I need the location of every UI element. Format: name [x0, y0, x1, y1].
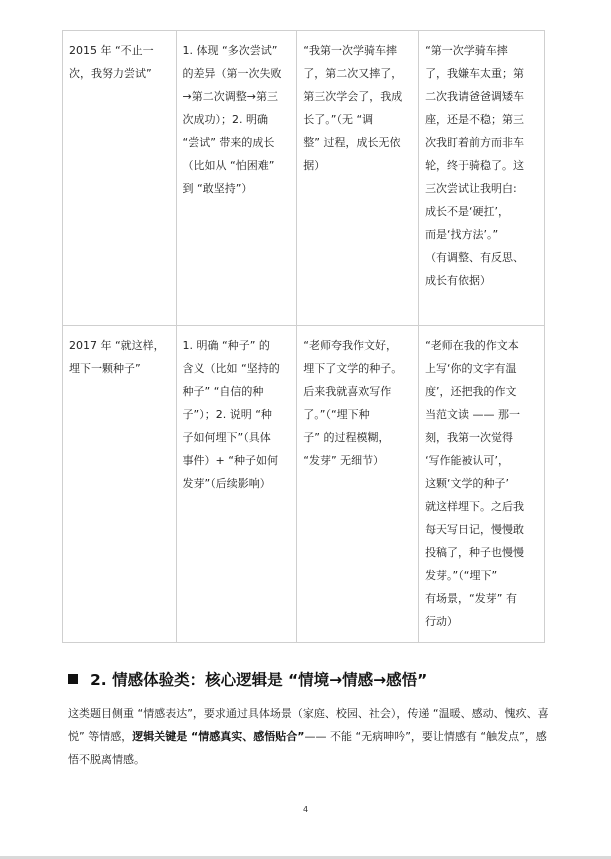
cell-line: 事件）+ “种子如何	[182, 454, 278, 467]
cell-line: 埋下了文学的种子。	[303, 362, 403, 375]
cell-line: 到 “敢坚持”）	[182, 182, 253, 195]
cell-line: 整” 过程，成长无依	[303, 136, 401, 149]
cell-line: 发芽”（后续影响）	[182, 477, 271, 490]
cell-line: 子” 的过程模糊，	[303, 431, 390, 444]
cell-line: 1. 明确 “种子” 的	[182, 339, 270, 352]
cell-line: 2017 年 “就这样，	[69, 339, 165, 352]
paragraph-bold-text: 逻辑关键是 “情感真实、感悟贴合”	[132, 730, 305, 743]
cell-line: 了，第二次又摔了，	[303, 67, 403, 80]
cell-line: 发芽。”（“埋下”	[425, 569, 498, 582]
cell-line: 第三次学会了，我成	[303, 90, 403, 103]
table-cell-analysis	[176, 326, 297, 643]
cell-line: 轮，终于骑稳了。这	[425, 159, 525, 172]
cell-line: 次我盯着前方而非车	[425, 136, 525, 149]
cell-line: 行动）	[425, 615, 459, 628]
cell-line: 含义（比如 “坚持的	[182, 362, 280, 375]
cell-line: 这颗‘文学的种子’	[425, 477, 510, 490]
cell-line: “老师在我的作文本	[425, 339, 519, 352]
cell-line: 了，我嫌车太重；第	[425, 67, 525, 80]
cell-line: →第二次调整→第三	[182, 90, 278, 103]
table-cell-example-b	[419, 326, 545, 643]
cell-line: 子”）；2. 说明 “种	[182, 408, 272, 421]
cell-line: 2015 年 “不止一	[69, 44, 154, 57]
section-paragraph	[68, 702, 553, 771]
cell-line: 每天写日记，慢慢敢	[425, 523, 525, 536]
paragraph-text: 这类题目侧重 “情感表达”，要求通过具体场景（家庭、校园、社会），传递 “温暖、感动、愧疚、喜悦” 等情感，	[68, 707, 549, 743]
cell-line: 成长不是‘硬扛’，	[425, 205, 510, 218]
bullet-square-icon	[68, 674, 78, 684]
cell-line: 二次我请爸爸调矮车	[425, 90, 525, 103]
table-cell-example-a	[297, 326, 419, 643]
cell-line: 次，我努力尝试”	[69, 67, 152, 80]
cell-line: 埋下一颗种子”	[69, 362, 141, 375]
table-cell-title	[63, 326, 177, 643]
cell-line: 种子” “自信的种	[182, 385, 264, 398]
section-heading-text: 2. 情感体验类：核心逻辑是 “情境→情感→感悟”	[90, 671, 428, 689]
cell-line: “尝试” 带来的成长	[182, 136, 275, 149]
cell-line: “第一次学骑车摔	[425, 44, 508, 57]
cell-line: “我第一次学骑车摔	[303, 44, 397, 57]
comparison-table	[62, 30, 545, 643]
cell-line: 座，还是不稳；第三	[425, 113, 525, 126]
cell-line: 次成功）；2. 明确	[182, 113, 269, 126]
cell-line: ‘写作能被认可’，	[425, 454, 510, 467]
table-cell-analysis	[176, 31, 297, 326]
cell-line: 据）	[303, 159, 326, 172]
cell-line: 度’，还把我的作文	[425, 385, 517, 398]
cell-line: 刻，我第一次觉得	[425, 431, 514, 444]
page-number: 4	[302, 805, 309, 814]
cell-line: 后来我就喜欢写作	[303, 385, 392, 398]
table-cell-example-a	[297, 31, 419, 326]
cell-line: 当范文读 —— 那一	[425, 408, 521, 421]
cell-line: 子如何埋下”（具体	[182, 431, 271, 444]
cell-line: 有场景，“发芽” 有	[425, 592, 517, 605]
cell-line: （比如从 “怕困难”	[182, 159, 275, 172]
table-row	[63, 31, 545, 326]
cell-line: 就这样埋下。之后我	[425, 500, 525, 513]
cell-line: 的差异（第一次失败	[182, 67, 282, 80]
cell-line: 成长有依据）	[425, 274, 492, 287]
table-row	[63, 326, 545, 643]
cell-line: （有调整、有反思、	[425, 251, 525, 264]
cell-line: 长了。”（无 “调	[303, 113, 374, 126]
cell-line: 投稿了，种子也慢慢	[425, 546, 525, 559]
table-cell-example-b	[419, 31, 545, 326]
cell-line: “发芽” 无细节）	[303, 454, 385, 467]
cell-line: “老师夸我作文好，	[303, 339, 397, 352]
cell-line: 三次尝试让我明白:	[425, 182, 517, 195]
table-cell-title	[63, 31, 177, 326]
paragraph-text-end: —— 不能 “无病呻吟”，要让情感有 “触发点”，感悟不脱离情感。	[68, 730, 547, 766]
section-heading	[68, 668, 427, 690]
cell-line: 1. 体现 “多次尝试”	[182, 44, 278, 57]
cell-line: 了。”（“埋下种	[303, 408, 370, 421]
cell-line: 而是‘找方法’。”	[425, 228, 499, 241]
cell-line: 上写‘你的文字有温	[425, 362, 517, 375]
